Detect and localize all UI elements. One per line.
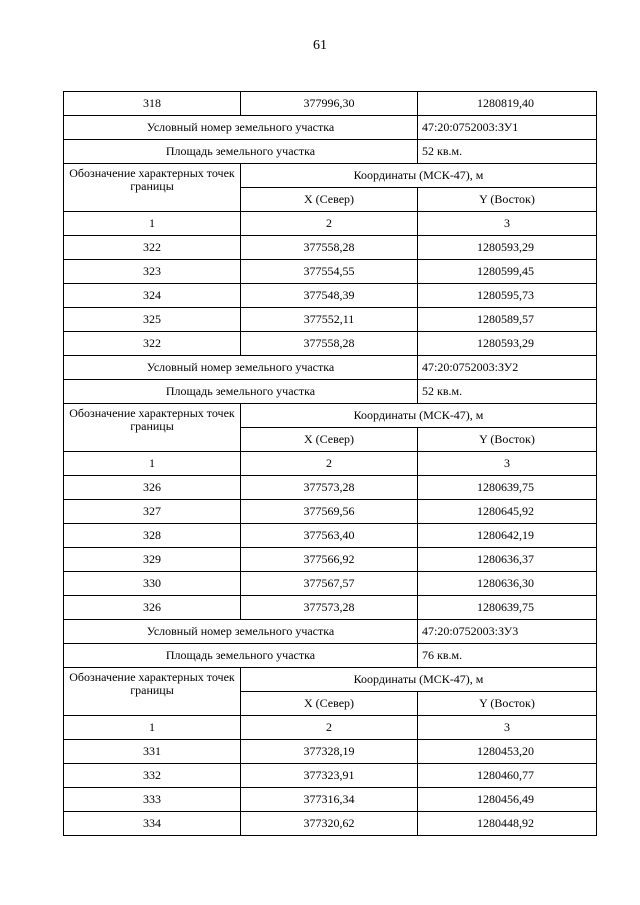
column-number-cell: 3 [418,212,597,236]
coordinates-table [63,91,597,836]
parcel-area-label: Площадь земельного участка [64,140,418,164]
x-coordinate-cell: 377316,34 [241,788,418,812]
parcel-number-label: Условный номер земельного участка [64,116,418,140]
x-coordinate-cell: 377320,62 [241,812,418,836]
point-designation-header: Обозначение характерных точек границы [64,668,241,716]
point-designation-header: Обозначение характерных точек границы [64,404,241,452]
coordinates-header-row [64,668,597,692]
y-column-header: Y (Восток) [418,692,597,716]
column-numbers-row [64,212,597,236]
y-coordinate-cell: 1280589,57 [418,308,597,332]
point-number-cell: 330 [64,572,241,596]
coordinates-header: Координаты (МСК-47), м [241,404,597,428]
y-coordinate-cell: 1280639,75 [418,476,597,500]
point-number-cell: 326 [64,476,241,500]
coordinates-header-row [64,404,597,428]
x-coordinate-cell: 377996,30 [241,92,418,116]
point-number-cell: 322 [64,236,241,260]
page-number: 61 [313,38,327,53]
column-number-cell: 1 [64,716,241,740]
x-coordinate-cell: 377328,19 [241,740,418,764]
parcel-area-value: 52 кв.м. [418,380,597,404]
parcel-area-label: Площадь земельного участка [64,644,418,668]
x-coordinate-cell: 377323,91 [241,764,418,788]
y-coordinate-cell: 1280636,37 [418,548,597,572]
column-number-cell: 3 [418,716,597,740]
table-row [64,764,597,788]
table-row [64,524,597,548]
column-numbers-row [64,452,597,476]
point-number-cell: 333 [64,788,241,812]
point-number-cell: 331 [64,740,241,764]
table-row [64,476,597,500]
x-column-header: X (Север) [241,692,418,716]
point-number-cell: 327 [64,500,241,524]
table-row [64,548,597,572]
parcel-area-value: 52 кв.м. [418,140,597,164]
parcel-number-row [64,356,597,380]
parcel-area-row [64,644,597,668]
x-coordinate-cell: 377566,92 [241,548,418,572]
parcel-number-label: Условный номер земельного участка [64,356,418,380]
column-number-cell: 2 [241,452,418,476]
point-number-cell: 322 [64,332,241,356]
point-number-cell: 326 [64,596,241,620]
table-row [64,596,597,620]
parcel-number-label: Условный номер земельного участка [64,620,418,644]
column-number-cell: 2 [241,716,418,740]
x-coordinate-cell: 377554,55 [241,260,418,284]
parcel-area-value: 76 кв.м. [418,644,597,668]
table-row [64,572,597,596]
x-coordinate-cell: 377548,39 [241,284,418,308]
x-coordinate-cell: 377569,56 [241,500,418,524]
point-number-cell: 332 [64,764,241,788]
point-designation-header: Обозначение характерных точек границы [64,164,241,212]
table-row [64,260,597,284]
point-number-cell: 323 [64,260,241,284]
y-coordinate-cell: 1280453,20 [418,740,597,764]
table-row [64,788,597,812]
y-coordinate-cell: 1280456,49 [418,788,597,812]
y-coordinate-cell: 1280819,40 [418,92,597,116]
column-number-cell: 1 [64,212,241,236]
coordinates-header: Координаты (МСК-47), м [241,164,597,188]
y-coordinate-cell: 1280639,75 [418,596,597,620]
x-coordinate-cell: 377558,28 [241,332,418,356]
parcel-number-value: 47:20:0752003:ЗУ1 [418,116,597,140]
x-coordinate-cell: 377567,57 [241,572,418,596]
x-coordinate-cell: 377573,28 [241,476,418,500]
point-number-cell: 318 [64,92,241,116]
y-coordinate-cell: 1280636,30 [418,572,597,596]
table-row [64,500,597,524]
column-number-cell: 1 [64,452,241,476]
x-coordinate-cell: 377573,28 [241,596,418,620]
y-coordinate-cell: 1280599,45 [418,260,597,284]
coordinates-header-row [64,164,597,188]
point-number-cell: 329 [64,548,241,572]
table-row [64,332,597,356]
column-number-cell: 3 [418,452,597,476]
parcel-area-label: Площадь земельного участка [64,380,418,404]
parcel-number-value: 47:20:0752003:ЗУ2 [418,356,597,380]
table-row [64,812,597,836]
coordinates-header: Координаты (МСК-47), м [241,668,597,692]
y-column-header: Y (Восток) [418,428,597,452]
parcel-area-row [64,380,597,404]
y-column-header: Y (Восток) [418,188,597,212]
point-number-cell: 334 [64,812,241,836]
y-coordinate-cell: 1280642,19 [418,524,597,548]
table-row [64,308,597,332]
point-number-cell: 328 [64,524,241,548]
x-column-header: X (Север) [241,428,418,452]
x-coordinate-cell: 377558,28 [241,236,418,260]
table-row [64,740,597,764]
parcel-area-row [64,140,597,164]
y-coordinate-cell: 1280448,92 [418,812,597,836]
table-row [64,236,597,260]
point-number-cell: 325 [64,308,241,332]
column-numbers-row [64,716,597,740]
parcel-number-row [64,620,597,644]
y-coordinate-cell: 1280593,29 [418,332,597,356]
point-number-cell: 324 [64,284,241,308]
parcel-number-row [64,116,597,140]
x-column-header: X (Север) [241,188,418,212]
x-coordinate-cell: 377563,40 [241,524,418,548]
table-row [64,284,597,308]
y-coordinate-cell: 1280595,73 [418,284,597,308]
table-row [64,92,597,116]
x-coordinate-cell: 377552,11 [241,308,418,332]
y-coordinate-cell: 1280593,29 [418,236,597,260]
y-coordinate-cell: 1280460,77 [418,764,597,788]
parcel-number-value: 47:20:0752003:ЗУ3 [418,620,597,644]
column-number-cell: 2 [241,212,418,236]
y-coordinate-cell: 1280645,92 [418,500,597,524]
